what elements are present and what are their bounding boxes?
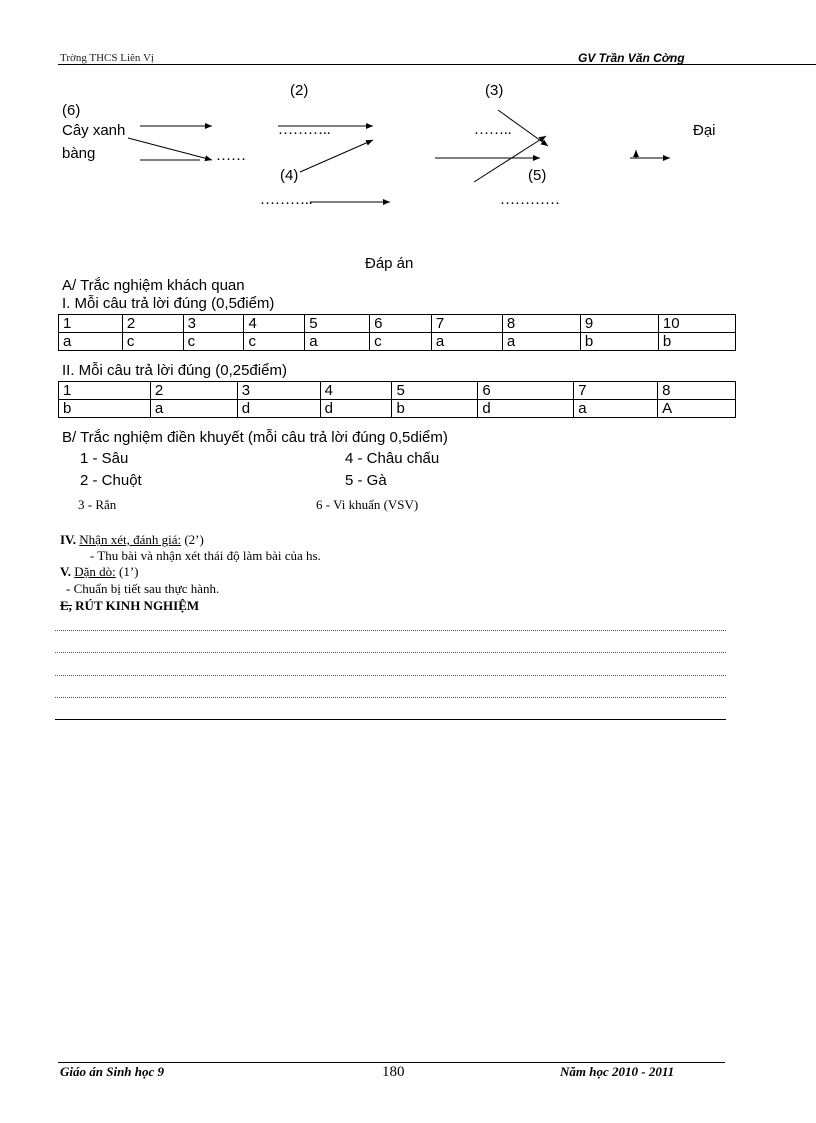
section-e-heading <box>60 598 199 614</box>
label-2: (2) <box>290 82 309 99</box>
part2-answer-row <box>59 400 736 418</box>
part2-num: 7 <box>574 382 658 400</box>
section-b-item-2: 2 - Chuột <box>80 472 142 489</box>
arrow-4-to-mid <box>300 140 373 172</box>
notes-line-2 <box>55 652 726 653</box>
blank-right-top: …….. <box>474 122 512 138</box>
section-b-item-1: 1 - Sâu <box>80 450 129 467</box>
part2-answer: d <box>478 400 574 418</box>
part2-num: 5 <box>392 382 478 400</box>
label-bang: bàng <box>62 145 96 162</box>
label-dai: Đại <box>693 122 716 139</box>
label-6: (6) <box>62 102 81 119</box>
part1-number-row <box>59 315 736 333</box>
arrow-cayxanh-to-bang <box>128 138 212 160</box>
part2-num: 6 <box>478 382 574 400</box>
part1-answer: c <box>183 333 244 351</box>
section-b-item-3: 3 - Rắn <box>78 497 117 512</box>
part1-num: 9 <box>580 315 658 333</box>
footer-right: Năm học 2010 - 2011 <box>560 1064 675 1079</box>
part2-num: 8 <box>658 382 736 400</box>
section-iv-time: (2’) <box>184 532 204 547</box>
section-iv-heading <box>60 532 204 548</box>
part1-num: 7 <box>431 315 502 333</box>
part1-num: 4 <box>244 315 305 333</box>
part2-num: 1 <box>59 382 151 400</box>
part2-answer: d <box>320 400 392 418</box>
header-school: Trờng THCS Liên Vị <box>60 52 154 64</box>
part1-answer: c <box>122 333 183 351</box>
part1-num: 2 <box>122 315 183 333</box>
section-iv-text: - Thu bài và nhận xét thái độ làm bài của hs. <box>90 548 321 563</box>
part2-title: II. Mỗi câu trả lời đúng (0,25điểm) <box>62 362 287 379</box>
part1-title: I. Mỗi câu trả lời đúng (0,5điểm) <box>62 295 275 312</box>
part2-answer: d <box>237 400 320 418</box>
answer-title: Đáp án <box>365 255 414 272</box>
label-3: (3) <box>485 82 504 99</box>
part1-table <box>58 314 736 351</box>
section-iv-num: IV. <box>60 532 77 547</box>
part1-answer: a <box>305 333 370 351</box>
section-b-title: B/ Trắc nghiệm điền khuyết (mỗi câu trả lời đúng 0,5diểm) <box>62 429 448 446</box>
section-v-label: Dặn dò: <box>74 564 116 579</box>
section-a-title: A/ Trắc nghiệm khách quan <box>62 277 245 294</box>
section-b-item-6: 6 - Vi khuẩn (VSV) <box>316 497 419 512</box>
section-e-num: E, <box>60 598 72 613</box>
part2-num: 4 <box>320 382 392 400</box>
notes-line-5 <box>55 719 726 720</box>
blank-right-bottom: ………… <box>500 192 560 208</box>
notes-line-3 <box>55 675 726 676</box>
part2-answer: A <box>658 400 736 418</box>
part1-answer: b <box>658 333 735 351</box>
part2-answer: a <box>150 400 237 418</box>
footer-left: Giáo án Sinh học 9 <box>60 1064 165 1079</box>
food-web-arrows <box>0 0 816 230</box>
section-v-time: (1’) <box>119 564 139 579</box>
part1-num: 1 <box>59 315 123 333</box>
blank-mid-bottom: ……….. <box>260 192 313 208</box>
section-e-title: RÚT KINH NGHIỆM <box>75 598 200 613</box>
part1-answer: c <box>244 333 305 351</box>
part2-number-row <box>59 382 736 400</box>
part2-num: 3 <box>237 382 320 400</box>
header-teacher: GV Trần Văn Cờng <box>578 51 685 65</box>
part1-answer: a <box>502 333 580 351</box>
section-b-item-4: 4 - Châu chấu <box>345 450 440 467</box>
part1-num: 5 <box>305 315 370 333</box>
part2-answer: b <box>392 400 478 418</box>
part1-num: 8 <box>502 315 580 333</box>
section-b-item-5: 5 - Gà <box>345 472 387 489</box>
part1-answer: c <box>370 333 432 351</box>
part2-table <box>58 381 736 418</box>
footer-rule <box>58 1062 725 1063</box>
section-v-text: - Chuẩn bị tiết sau thực hành. <box>66 581 220 596</box>
blank-after-bang: …… <box>216 148 246 164</box>
notes-line-1 <box>55 630 726 631</box>
section-v-num: V. <box>60 564 71 579</box>
label-4: (4) <box>280 167 299 184</box>
part2-num: 2 <box>150 382 237 400</box>
label-cay-xanh: Cây xanh <box>62 122 126 139</box>
part1-answer: a <box>59 333 123 351</box>
notes-line-4 <box>55 697 726 698</box>
part1-num: 3 <box>183 315 244 333</box>
part2-answer: a <box>574 400 658 418</box>
part1-answer-row <box>59 333 736 351</box>
part1-num: 10 <box>658 315 735 333</box>
section-iv-label: Nhận xét, đánh giá: <box>79 532 182 547</box>
label-5: (5) <box>528 167 547 184</box>
part1-num: 6 <box>370 315 432 333</box>
blank-mid-top: ……….. <box>278 122 331 138</box>
part2-answer: b <box>59 400 151 418</box>
part1-answer: b <box>580 333 658 351</box>
part1-answer: a <box>431 333 502 351</box>
section-v-heading <box>60 564 139 580</box>
page-number: 180 <box>382 1064 405 1080</box>
